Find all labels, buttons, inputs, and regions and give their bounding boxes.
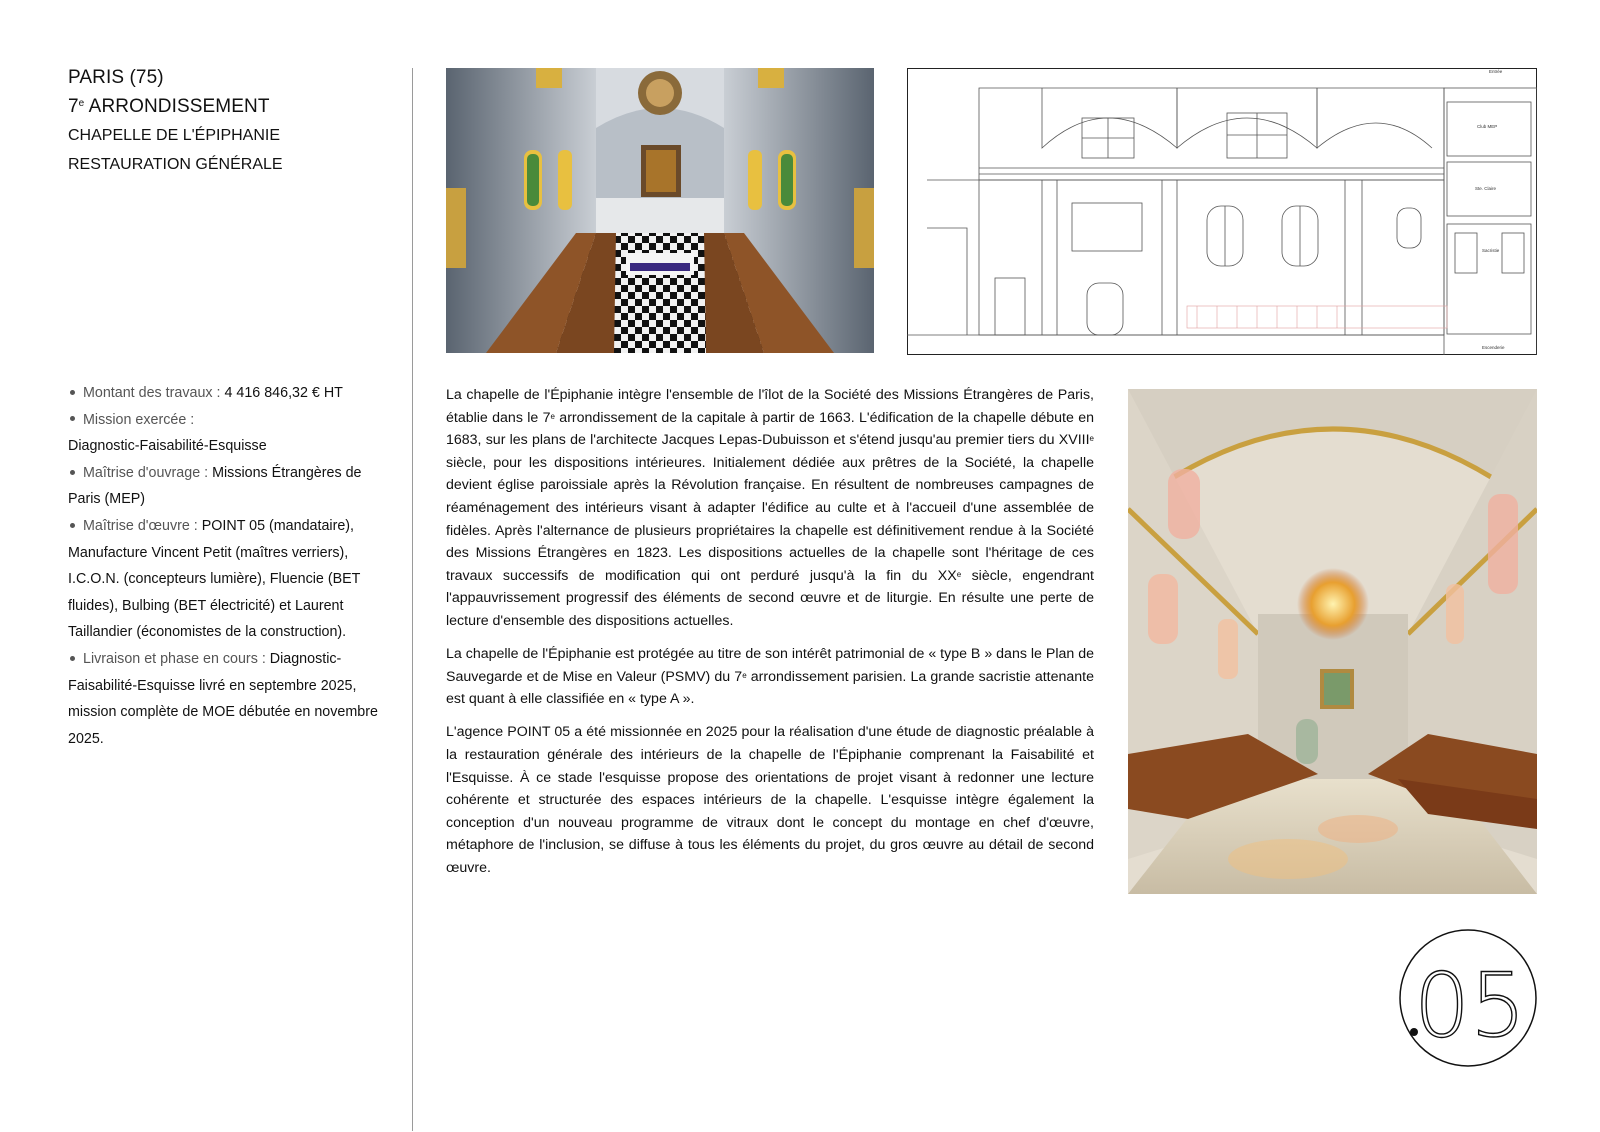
info-value: 4 416 846,32 € HT bbox=[224, 385, 343, 401]
info-delivery bbox=[68, 646, 378, 752]
section-drawing bbox=[907, 68, 1537, 355]
sup: e bbox=[550, 411, 555, 421]
logo-mark bbox=[1398, 928, 1538, 1068]
text-span: siècle, engendrant l'appauvrissement progressif des éléments de second œuvre et de liturgie. En résulte une perte de lecture d'ensemble des dispositions actuelles. bbox=[446, 567, 1094, 629]
bullet-icon bbox=[70, 470, 75, 475]
text-span: La chapelle de l'Épiphanie est protégée au titre de son intérêt patrimonial de « type B » dans le Plan de Sauvegarde et de Mise en Valeur (PSMV) du 7 bbox=[446, 646, 1094, 685]
info-label: Maîtrise d'ouvrage : bbox=[83, 464, 209, 481]
sup: e bbox=[956, 569, 962, 579]
project-info-list bbox=[68, 380, 378, 752]
drawing-label-top: Entrée bbox=[1489, 69, 1503, 74]
info-mission bbox=[68, 407, 378, 460]
chapel-interior-photo bbox=[446, 68, 874, 353]
text-span: arrondissement de la capitale à partir de 1663. L'édification de la chapelle débute en 1683, sur les plans de l'architecte Jacques Lepas-Dubuisson et s'étend jusqu'au premier tiers du XVIII bbox=[446, 409, 1094, 449]
info-value: Diagnostic-Faisabilité-Esquisse bbox=[68, 438, 267, 455]
sup: e bbox=[742, 670, 747, 680]
bullet-icon bbox=[70, 656, 75, 661]
vertical-divider bbox=[412, 68, 413, 1131]
arrondissement-number: 7 bbox=[68, 96, 79, 117]
paragraph-3: L'agence POINT 05 a été missionnée en 2025 pour la réalisation d'une étude de diagnostic préalable à la restauration générale des intérieurs de la chapelle de l'Épiphanie comprenant la Faisabilité et l'Esquisse. À ce stade l'esquisse propose des orientations de projet visant à redonner une lecture cohérente et structurée des espaces intérieurs de la chapelle. L'esquisse intègre également la conception d'un nouveau programme de vitraux dont le concept du montage en chef d'œuvre, métaphore de l'inclusion, se diffuse à tous les éléments du projet, du gros œuvre au détail de second œuvre. bbox=[446, 724, 1094, 876]
sup: e bbox=[1089, 434, 1094, 444]
drawing-label-room2: Ste. Claire bbox=[1475, 186, 1497, 191]
section-drawing-svg bbox=[907, 68, 1537, 355]
info-value: Diagnostic-Faisabilité-Esquisse livré en septembre 2025, mission complète de MOE débutée en novembre 2025. bbox=[68, 650, 378, 747]
drawing-label-bottom: Escenderie bbox=[1482, 345, 1505, 350]
project-header bbox=[68, 63, 388, 179]
info-label: Maîtrise d'œuvre : bbox=[83, 517, 198, 534]
info-owner bbox=[68, 460, 378, 513]
text-span: siècle, pour les dispositions intérieures. Initialement dédiée aux prêtres de la Société, la chapelle devient église paroissiale après la Révolution française. En résultent de nombreuses campagnes de réaménagement des intérieurs visant à adapter l'édifice au culte et à l'accueil d'une assemblée de fidèles. Après l'alternance de plusieurs propriétaires la chapelle est définitivement rendue à la Société des Missions Étrangères en 1823. Les dispositions actuelles de la chapelle sont l'héritage de ces travaux successifs de modification qui ont perduré jusqu'à la fin du XX bbox=[446, 454, 1094, 584]
bullet-icon bbox=[70, 523, 75, 528]
bullet-icon bbox=[70, 390, 75, 395]
info-value: POINT 05 (mandataire), Manufacture Vincent Petit (maîtres verriers), I.C.O.N. (concepteurs lumière), Fluencie (BET fluides), Bulbing (BET électricité) et Laurent Taillandier (économistes de la construction). bbox=[68, 517, 361, 641]
info-label: Livraison et phase en cours : bbox=[83, 650, 266, 667]
info-value: Missions Étrangères de Paris (MEP) bbox=[68, 464, 362, 508]
info-label: Mission exercée : bbox=[83, 411, 195, 428]
text-span: La chapelle de l'Épiphanie intègre l'ensemble de l'îlot de la Société des Missions Étrangères de Paris, établie dans le 7 bbox=[446, 387, 1094, 426]
paragraph-1 bbox=[446, 384, 1094, 633]
city-title: PARIS (75) bbox=[68, 67, 164, 88]
logo-text: 05 bbox=[1414, 954, 1526, 1057]
chapel-rendering-photo bbox=[1128, 389, 1537, 894]
paragraph-2 bbox=[446, 643, 1094, 711]
arrondissement-title bbox=[68, 92, 388, 121]
arrondissement-word: ARRONDISSEMENT bbox=[84, 96, 270, 117]
drawing-label-room3: Sacristie bbox=[1482, 248, 1500, 253]
drawing-label-room1: Club MEP bbox=[1477, 124, 1498, 129]
chapel-interior-illustration bbox=[446, 68, 874, 353]
info-amount bbox=[68, 380, 378, 407]
project-description bbox=[446, 384, 1094, 890]
chapel-rendering-illustration bbox=[1128, 389, 1537, 894]
project-name: RESTAURATION GÉNÉRALE bbox=[68, 156, 283, 173]
arrondissement-sup: e bbox=[78, 98, 85, 109]
info-moe bbox=[68, 513, 378, 646]
bullet-icon bbox=[70, 416, 75, 421]
info-label: Montant des travaux : bbox=[83, 385, 221, 401]
text-span: arrondissement parisien. La grande sacristie attenante est quant à elle classifiée en « type A ». bbox=[446, 668, 1095, 708]
point05-logo bbox=[1398, 928, 1538, 1068]
chapel-name: CHAPELLE DE L'ÉPIPHANIE bbox=[68, 127, 281, 144]
